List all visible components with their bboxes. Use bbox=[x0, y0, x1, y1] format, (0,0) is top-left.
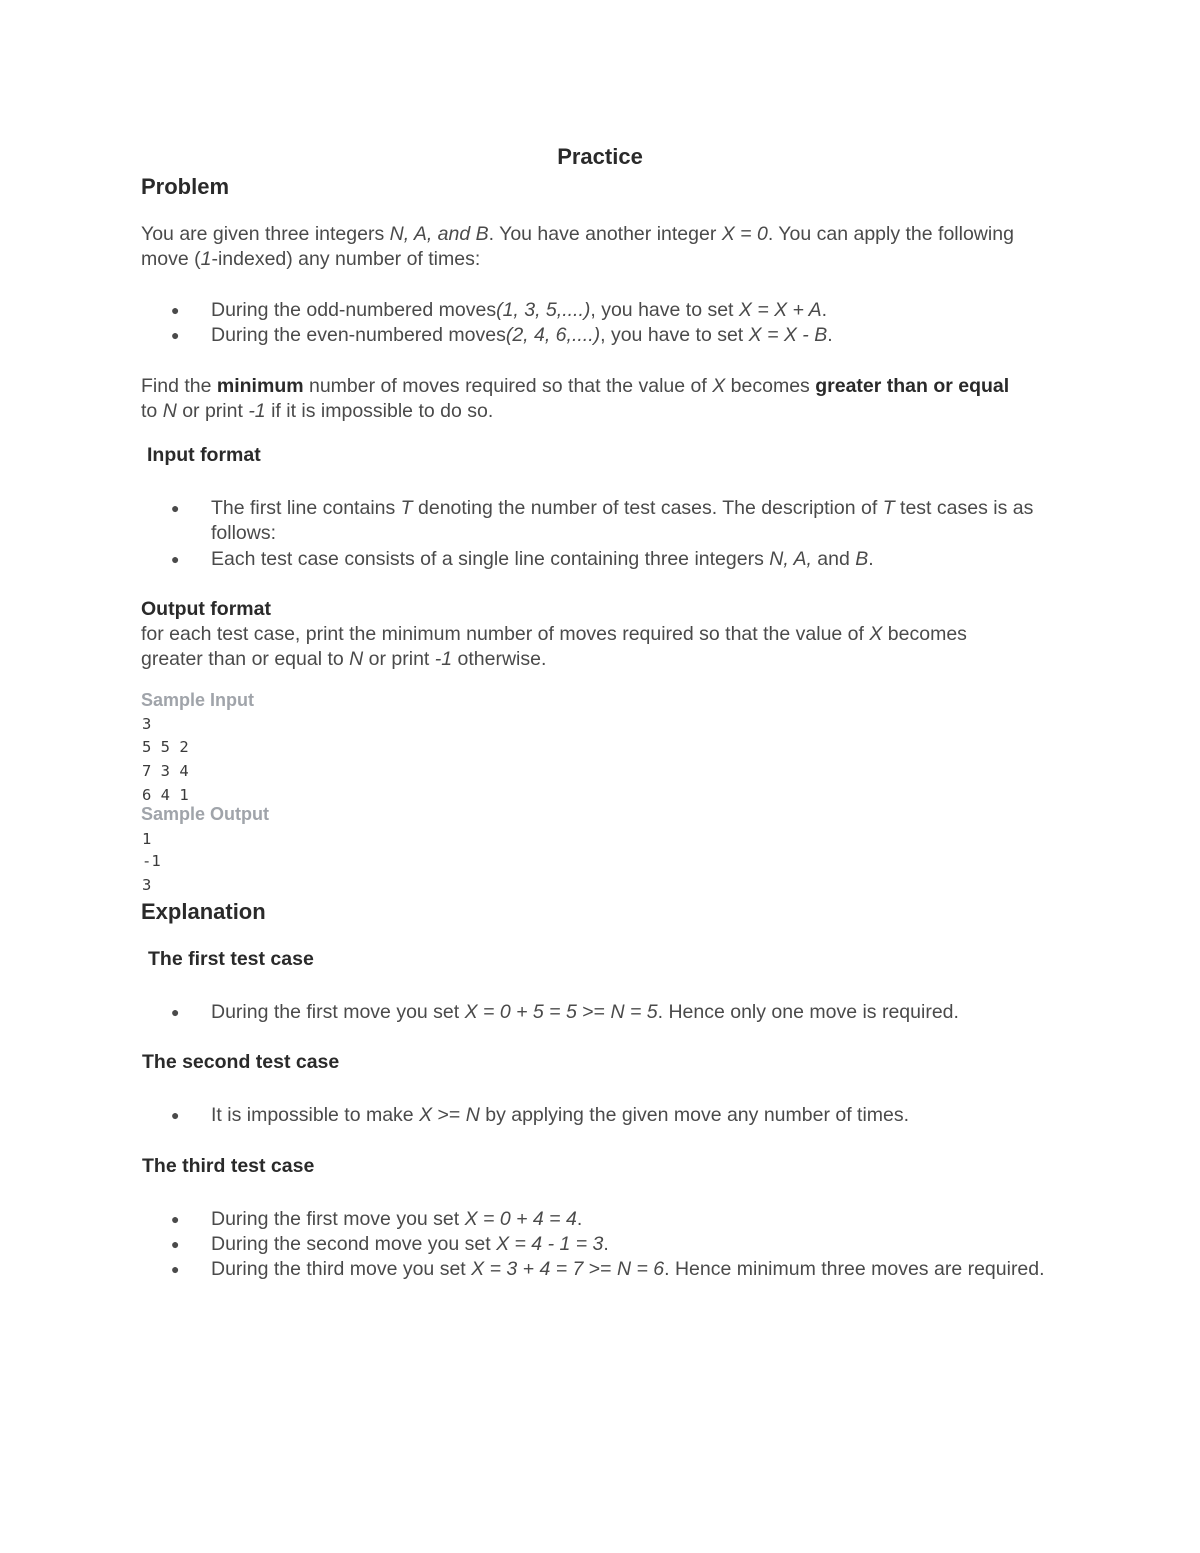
sample-output-line: -1 bbox=[142, 852, 161, 870]
italic-text: N = 5 bbox=[610, 1001, 658, 1023]
text-run: becomes bbox=[725, 375, 816, 397]
case-heading: The second test case bbox=[142, 1051, 340, 1073]
italic-text: X = X - B bbox=[748, 324, 828, 346]
text-run: >= bbox=[432, 1104, 466, 1126]
list-item-text bbox=[211, 298, 1061, 323]
italic-text: X = 0 + 4 = 4 bbox=[464, 1208, 577, 1230]
text-run: number of moves required so that the value of bbox=[303, 375, 713, 397]
list-item bbox=[171, 1000, 1061, 1025]
text-run: test cases is as follows: bbox=[211, 497, 1034, 544]
list-item bbox=[171, 1103, 1061, 1128]
text-run: During the third move you set bbox=[211, 1258, 472, 1280]
sample-output-label: Sample Output bbox=[141, 804, 270, 824]
italic-text: N = 6 bbox=[616, 1258, 665, 1280]
italic-text: (1, 3, 5,....) bbox=[496, 299, 591, 321]
italic-text: N, A, and B bbox=[389, 223, 489, 245]
bullet-icon bbox=[171, 1207, 185, 1232]
text-run: and bbox=[811, 548, 856, 570]
case-heading: The third test case bbox=[142, 1155, 315, 1177]
sample-input-line: 5 5 2 bbox=[142, 738, 189, 756]
text-run: >= bbox=[576, 1001, 611, 1023]
list-item-text bbox=[211, 1207, 1061, 1232]
list-item-text bbox=[211, 1000, 1061, 1025]
text-run: . Hence only one move is required. bbox=[657, 1001, 959, 1023]
text-run: , you have to set bbox=[600, 324, 749, 346]
sample-output-line: 1 bbox=[142, 830, 152, 848]
input-format-heading: Input format bbox=[147, 444, 261, 466]
italic-text: T bbox=[882, 497, 895, 519]
text-run: Find the bbox=[141, 375, 217, 397]
text-run: It is impossible to make bbox=[211, 1104, 420, 1126]
bullet-icon bbox=[171, 323, 185, 348]
problem-heading: Problem bbox=[141, 174, 230, 199]
list-item-text bbox=[211, 1103, 1061, 1128]
bold-text: minimum bbox=[216, 375, 304, 397]
italic-text: X bbox=[869, 623, 883, 645]
italic-text: N, A, bbox=[769, 548, 812, 570]
italic-text: -1 bbox=[248, 399, 266, 422]
text-run: . bbox=[821, 299, 828, 321]
italic-text: N bbox=[465, 1104, 480, 1126]
output-format-heading: Output format bbox=[141, 598, 271, 620]
italic-text: X = 0 bbox=[721, 223, 768, 245]
list-item bbox=[171, 1207, 1061, 1232]
bullet-icon bbox=[171, 1232, 185, 1257]
text-run: . bbox=[868, 548, 874, 570]
bullet-icon bbox=[171, 1257, 185, 1282]
italic-text: X bbox=[419, 1104, 433, 1126]
text-run: . bbox=[576, 1208, 583, 1230]
text-run: if it is impossible to do so. bbox=[265, 399, 494, 422]
text-run: denoting the number of test cases. The description of bbox=[412, 497, 883, 519]
list-item-text bbox=[211, 323, 1061, 348]
list-item-text bbox=[211, 1257, 1061, 1282]
text-run: During the odd-numbered moves bbox=[211, 299, 497, 321]
sample-output-line: 3 bbox=[142, 876, 152, 894]
bullet-icon bbox=[171, 496, 185, 521]
text-run: >= bbox=[583, 1258, 617, 1280]
list-item bbox=[171, 1257, 1061, 1282]
text-run: otherwise. bbox=[452, 647, 547, 670]
text-run: or print bbox=[176, 399, 249, 422]
text-run: Each test case consists of a single line containing three integers bbox=[211, 548, 770, 570]
text-run: to bbox=[141, 399, 163, 422]
italic-text: 1 bbox=[200, 247, 212, 270]
text-run: . bbox=[827, 324, 833, 346]
text-run: During the even-numbered moves bbox=[211, 324, 506, 346]
italic-text: X bbox=[712, 375, 726, 397]
list-item bbox=[171, 496, 1061, 545]
text-run: . Hence minimum three moves are required. bbox=[664, 1258, 1045, 1280]
text-run: During the second move you set bbox=[211, 1233, 497, 1255]
italic-text: X = 0 + 5 = 5 bbox=[464, 1001, 577, 1023]
sample-input-label: Sample Input bbox=[141, 690, 255, 710]
text-run: The first line contains bbox=[211, 497, 401, 519]
case-heading: The first test case bbox=[148, 948, 314, 970]
list-item bbox=[171, 323, 1061, 348]
bold-text: greater than or equal bbox=[815, 375, 1010, 397]
list-item-text bbox=[211, 1232, 1061, 1257]
bullet-icon bbox=[171, 298, 185, 323]
italic-text: B bbox=[855, 548, 869, 570]
text-run: -indexed) any number of times: bbox=[211, 247, 481, 270]
text-run: for each test case, print the minimum number of moves required so that the value of bbox=[141, 623, 870, 645]
italic-text: -1 bbox=[434, 647, 453, 670]
problem-goal bbox=[141, 374, 1011, 423]
page-title: Practice bbox=[557, 144, 643, 169]
list-item-text bbox=[211, 547, 1061, 572]
list-item bbox=[171, 1232, 1061, 1257]
text-run: , you have to set bbox=[590, 299, 739, 321]
text-run: During the first move you set bbox=[211, 1208, 465, 1230]
bullet-icon bbox=[171, 1000, 185, 1025]
bullet-icon bbox=[171, 547, 185, 572]
list-item bbox=[171, 547, 1061, 572]
italic-text: N bbox=[349, 647, 364, 670]
text-run: becomes greater than or equal to bbox=[141, 623, 967, 670]
italic-text: X = X + A bbox=[738, 299, 822, 321]
text-run: . You have another integer bbox=[488, 223, 722, 245]
text-run: or print bbox=[363, 647, 435, 670]
list-item bbox=[171, 298, 1061, 323]
italic-text: T bbox=[400, 497, 413, 519]
italic-text: N bbox=[162, 399, 177, 422]
italic-text: X = 4 - 1 = 3 bbox=[496, 1233, 604, 1255]
text-run: You are given three integers bbox=[141, 223, 390, 245]
sample-input-line: 3 bbox=[142, 715, 152, 733]
explanation-heading: Explanation bbox=[141, 899, 266, 924]
problem-intro bbox=[141, 222, 1021, 271]
list-item-text bbox=[211, 496, 1061, 545]
sample-input-line: 7 3 4 bbox=[142, 762, 189, 780]
italic-text: (2, 4, 6,....) bbox=[505, 324, 601, 346]
text-run: by applying the given move any number of times. bbox=[479, 1104, 910, 1126]
output-format-text bbox=[141, 622, 1021, 671]
text-run: . bbox=[603, 1233, 609, 1255]
sample-input-line: 6 4 1 bbox=[142, 786, 189, 804]
italic-text: X = 3 + 4 = 7 bbox=[471, 1258, 584, 1280]
bullet-icon bbox=[171, 1103, 185, 1128]
text-run: During the first move you set bbox=[211, 1001, 465, 1023]
text-run: . You can apply the following move ( bbox=[141, 223, 1014, 270]
